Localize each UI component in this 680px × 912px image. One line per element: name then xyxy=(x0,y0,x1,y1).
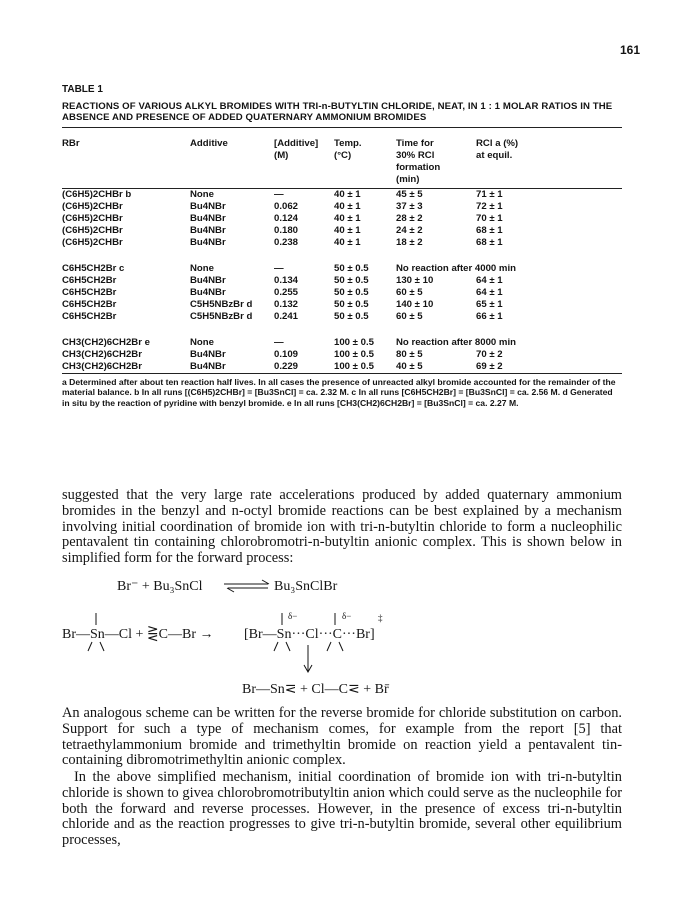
cell-additive: Bu4NBr xyxy=(190,360,226,372)
cell-time: No reaction after 4000 min xyxy=(396,262,516,274)
cell-additive: Bu4NBr xyxy=(190,348,226,360)
cell-additive: Bu4NBr xyxy=(190,200,226,212)
cell-temp: 50 ± 0.5 xyxy=(334,286,369,298)
cell-equil: 69 ± 2 xyxy=(476,360,503,372)
cell-time: 37 ± 3 xyxy=(396,200,423,212)
cell-additive: C5H5NBzBr d xyxy=(190,310,253,322)
cell-additive: C5H5NBzBr d xyxy=(190,298,253,310)
eq3-products: Br—Sn⋜ + Cl—C⋜ + Br̄ xyxy=(242,682,389,697)
cell-additive: None xyxy=(190,188,214,200)
cell-equil: 71 ± 1 xyxy=(476,188,503,200)
cell-conc: 0.124 xyxy=(274,212,299,224)
header-equil: RCl a (%) at equil. xyxy=(476,137,519,161)
cell-conc: 0.255 xyxy=(274,286,299,298)
cell-equil: 66 ± 1 xyxy=(476,310,503,322)
cell-rbr: CH3(CH2)6CH2Br xyxy=(62,360,142,372)
cell-equil: 70 ± 1 xyxy=(476,212,503,224)
cell-equil: 72 ± 1 xyxy=(476,200,503,212)
cell-additive: Bu4NBr xyxy=(190,236,226,248)
cell-equil: 65 ± 1 xyxy=(476,298,503,310)
cell-rbr: C6H5CH2Br xyxy=(62,286,117,298)
header-temp: Temp. (°C) xyxy=(334,137,362,161)
cell-rbr: C6H5CH2Br xyxy=(62,274,117,286)
table-row xyxy=(62,361,622,373)
cell-conc: — xyxy=(274,262,284,274)
table-row xyxy=(62,263,622,275)
table-row xyxy=(62,311,622,323)
cell-conc: — xyxy=(274,336,284,348)
reaction-scheme-svg xyxy=(62,575,622,705)
eq2-reactants: Br—Sn—Cl + ⋛C—Br → xyxy=(62,627,214,642)
cell-additive: Bu4NBr xyxy=(190,286,226,298)
group-gap xyxy=(62,323,622,337)
eq1-left: Br⁻ + Bu₃SnCl xyxy=(117,579,203,594)
cell-rbr: (C6H5)2CHBr xyxy=(62,212,123,224)
cell-additive: None xyxy=(190,336,214,348)
page-number: 161 xyxy=(620,43,641,57)
paragraph-1: suggested that the very large rate accelerations produced by added quaternary ammonium bromides in the benzyl and n-octyl bromide reactions can be best explained by a mechanism involving initial coordination of bromide ion with tri-n-butyltin chloride to form a nucleophilic pentavalent tin containing chlorobromotri-n-butyltin anionic complex. This is shown below in simplified form for the forward process: xyxy=(62,487,622,567)
delta-minus-1: δ− xyxy=(288,611,298,621)
cell-temp: 50 ± 0.5 xyxy=(334,298,369,310)
cell-rbr: CH3(CH2)6CH2Br e xyxy=(62,336,150,348)
cell-equil: 68 ± 1 xyxy=(476,236,503,248)
paragraph-3: In the above simplified mechanism, initial coordination of bromide ion with tri-n-butyltin chloride is shown to givea chlorobromotributyltin anion which could serve as the nucleophile for both the forward and reverse processes. However, in the presence of excess tri-n-butyltin chloride and as the reaction progresses to give tri-n-butyltin bromide, several other equilibrium processes, xyxy=(62,769,622,849)
double-dagger: ‡ xyxy=(378,613,383,623)
cell-temp: 50 ± 0.5 xyxy=(334,274,369,286)
group-gap xyxy=(62,249,622,263)
cell-conc: 0.109 xyxy=(274,348,299,360)
cell-time: No reaction after 8000 min xyxy=(396,336,516,348)
cell-rbr: C6H5CH2Br xyxy=(62,298,117,310)
cell-time: 18 ± 2 xyxy=(396,236,423,248)
cell-additive: None xyxy=(190,262,214,274)
header-time: Time for 30% RCl formation (min) xyxy=(396,137,441,185)
cell-time: 40 ± 5 xyxy=(396,360,423,372)
cell-time: 60 ± 5 xyxy=(396,310,423,322)
cell-temp: 40 ± 1 xyxy=(334,212,361,224)
table-row xyxy=(62,275,622,287)
table-row xyxy=(62,299,622,311)
cell-conc: 0.134 xyxy=(274,274,299,286)
cell-time: 28 ± 2 xyxy=(396,212,423,224)
eq1-right: Bu₃SnClBr xyxy=(274,579,338,594)
equilibrium-arrow xyxy=(224,580,269,592)
table-row xyxy=(62,337,622,349)
cell-conc: 0.180 xyxy=(274,224,299,236)
cell-time: 24 ± 2 xyxy=(396,224,423,236)
cell-equil: 64 ± 1 xyxy=(476,274,503,286)
cell-time: 45 ± 5 xyxy=(396,188,423,200)
cell-equil: 64 ± 1 xyxy=(476,286,503,298)
cell-equil: 68 ± 1 xyxy=(476,224,503,236)
table-row xyxy=(62,287,622,299)
table-footnotes: a Determined after about ten reaction half lives. In all cases the presence of unreacted alkyl bromide accounted for the remainder of the material balance. b In all runs [(C6H5)2CHBr] = [Bu3SnCl] = ca. 2.32 M. c In all runs [C6H5CH2Br] = [Bu3SnCl] = ca. 2.56 M. d Generated in situ by the reaction of pyridine with benzyl bromide. e In all runs [CH3(CH2)6CH2Br] = [Bu3SnCl] = ca. 2.27 M. xyxy=(62,376,616,408)
down-arrow xyxy=(304,645,312,672)
cell-rbr: CH3(CH2)6CH2Br xyxy=(62,348,142,360)
header-additive: Additive xyxy=(190,137,228,149)
cell-additive: Bu4NBr xyxy=(190,224,226,236)
cell-time: 60 ± 5 xyxy=(396,286,423,298)
cell-equil: 70 ± 2 xyxy=(476,348,503,360)
cell-conc: 0.132 xyxy=(274,298,299,310)
paragraph-2: An analogous scheme can be written for the reverse bromide for chloride substitution on carbon. Support for such a type of mechanism comes, for example from the report [5] that tetraethylammonium bromide and trimethyltin bromide on reaction yield a pentavalent tin-containing dibromotrimethyltin anionic complex. xyxy=(62,705,622,769)
table-1 xyxy=(62,84,622,409)
table-row xyxy=(62,237,622,249)
table-label: TABLE 1 xyxy=(62,84,103,95)
table-body xyxy=(62,188,622,373)
table-row xyxy=(62,213,622,225)
cell-conc: — xyxy=(274,188,284,200)
cell-time: 80 ± 5 xyxy=(396,348,423,360)
cell-temp: 40 ± 1 xyxy=(334,188,361,200)
cell-conc: 0.062 xyxy=(274,200,299,212)
cell-time: 130 ± 10 xyxy=(396,274,434,286)
table-row xyxy=(62,201,622,213)
table-caption: REACTIONS OF VARIOUS ALKYL BROMIDES WITH TRI-n-BUTYLTIN CHLORIDE, NEAT, IN 1 : 1 MOLAR RATIOS IN THE ABSENCE AND PRESENCE OF ADDED QUATERNARY AMMONIUM BROMIDES xyxy=(62,101,613,124)
cell-additive: Bu4NBr xyxy=(190,274,226,286)
cell-rbr: (C6H5)2CHBr xyxy=(62,200,123,212)
cell-rbr: (C6H5)2CHBr xyxy=(62,236,123,248)
cell-temp: 50 ± 0.5 xyxy=(334,262,369,274)
delta-minus-2: δ− xyxy=(342,611,352,621)
cell-temp: 100 ± 0.5 xyxy=(334,336,374,348)
cell-conc: 0.238 xyxy=(274,236,299,248)
reaction-scheme xyxy=(62,575,622,705)
table-row xyxy=(62,188,622,201)
cell-rbr: C6H5CH2Br c xyxy=(62,262,125,274)
cell-temp: 100 ± 0.5 xyxy=(334,348,374,360)
cell-conc: 0.229 xyxy=(274,360,299,372)
cell-temp: 40 ± 1 xyxy=(334,200,361,212)
table-row xyxy=(62,349,622,361)
cell-rbr: (C6H5)2CHBr b xyxy=(62,188,132,200)
data-table xyxy=(62,128,622,374)
cell-temp: 50 ± 0.5 xyxy=(334,310,369,322)
header-conc: [Additive] (M) xyxy=(274,137,319,161)
cell-rbr: (C6H5)2CHBr xyxy=(62,224,123,236)
cell-time: 140 ± 10 xyxy=(396,298,434,310)
cell-additive: Bu4NBr xyxy=(190,212,226,224)
header-rbr: RBr xyxy=(62,137,80,149)
cell-conc: 0.241 xyxy=(274,310,299,322)
cell-temp: 40 ± 1 xyxy=(334,224,361,236)
eq2-transition-state: [Br—Sn···Cl···C···Br] xyxy=(244,627,375,642)
cell-rbr: C6H5CH2Br xyxy=(62,310,117,322)
cell-temp: 100 ± 0.5 xyxy=(334,360,374,372)
table-row xyxy=(62,225,622,237)
cell-temp: 40 ± 1 xyxy=(334,236,361,248)
